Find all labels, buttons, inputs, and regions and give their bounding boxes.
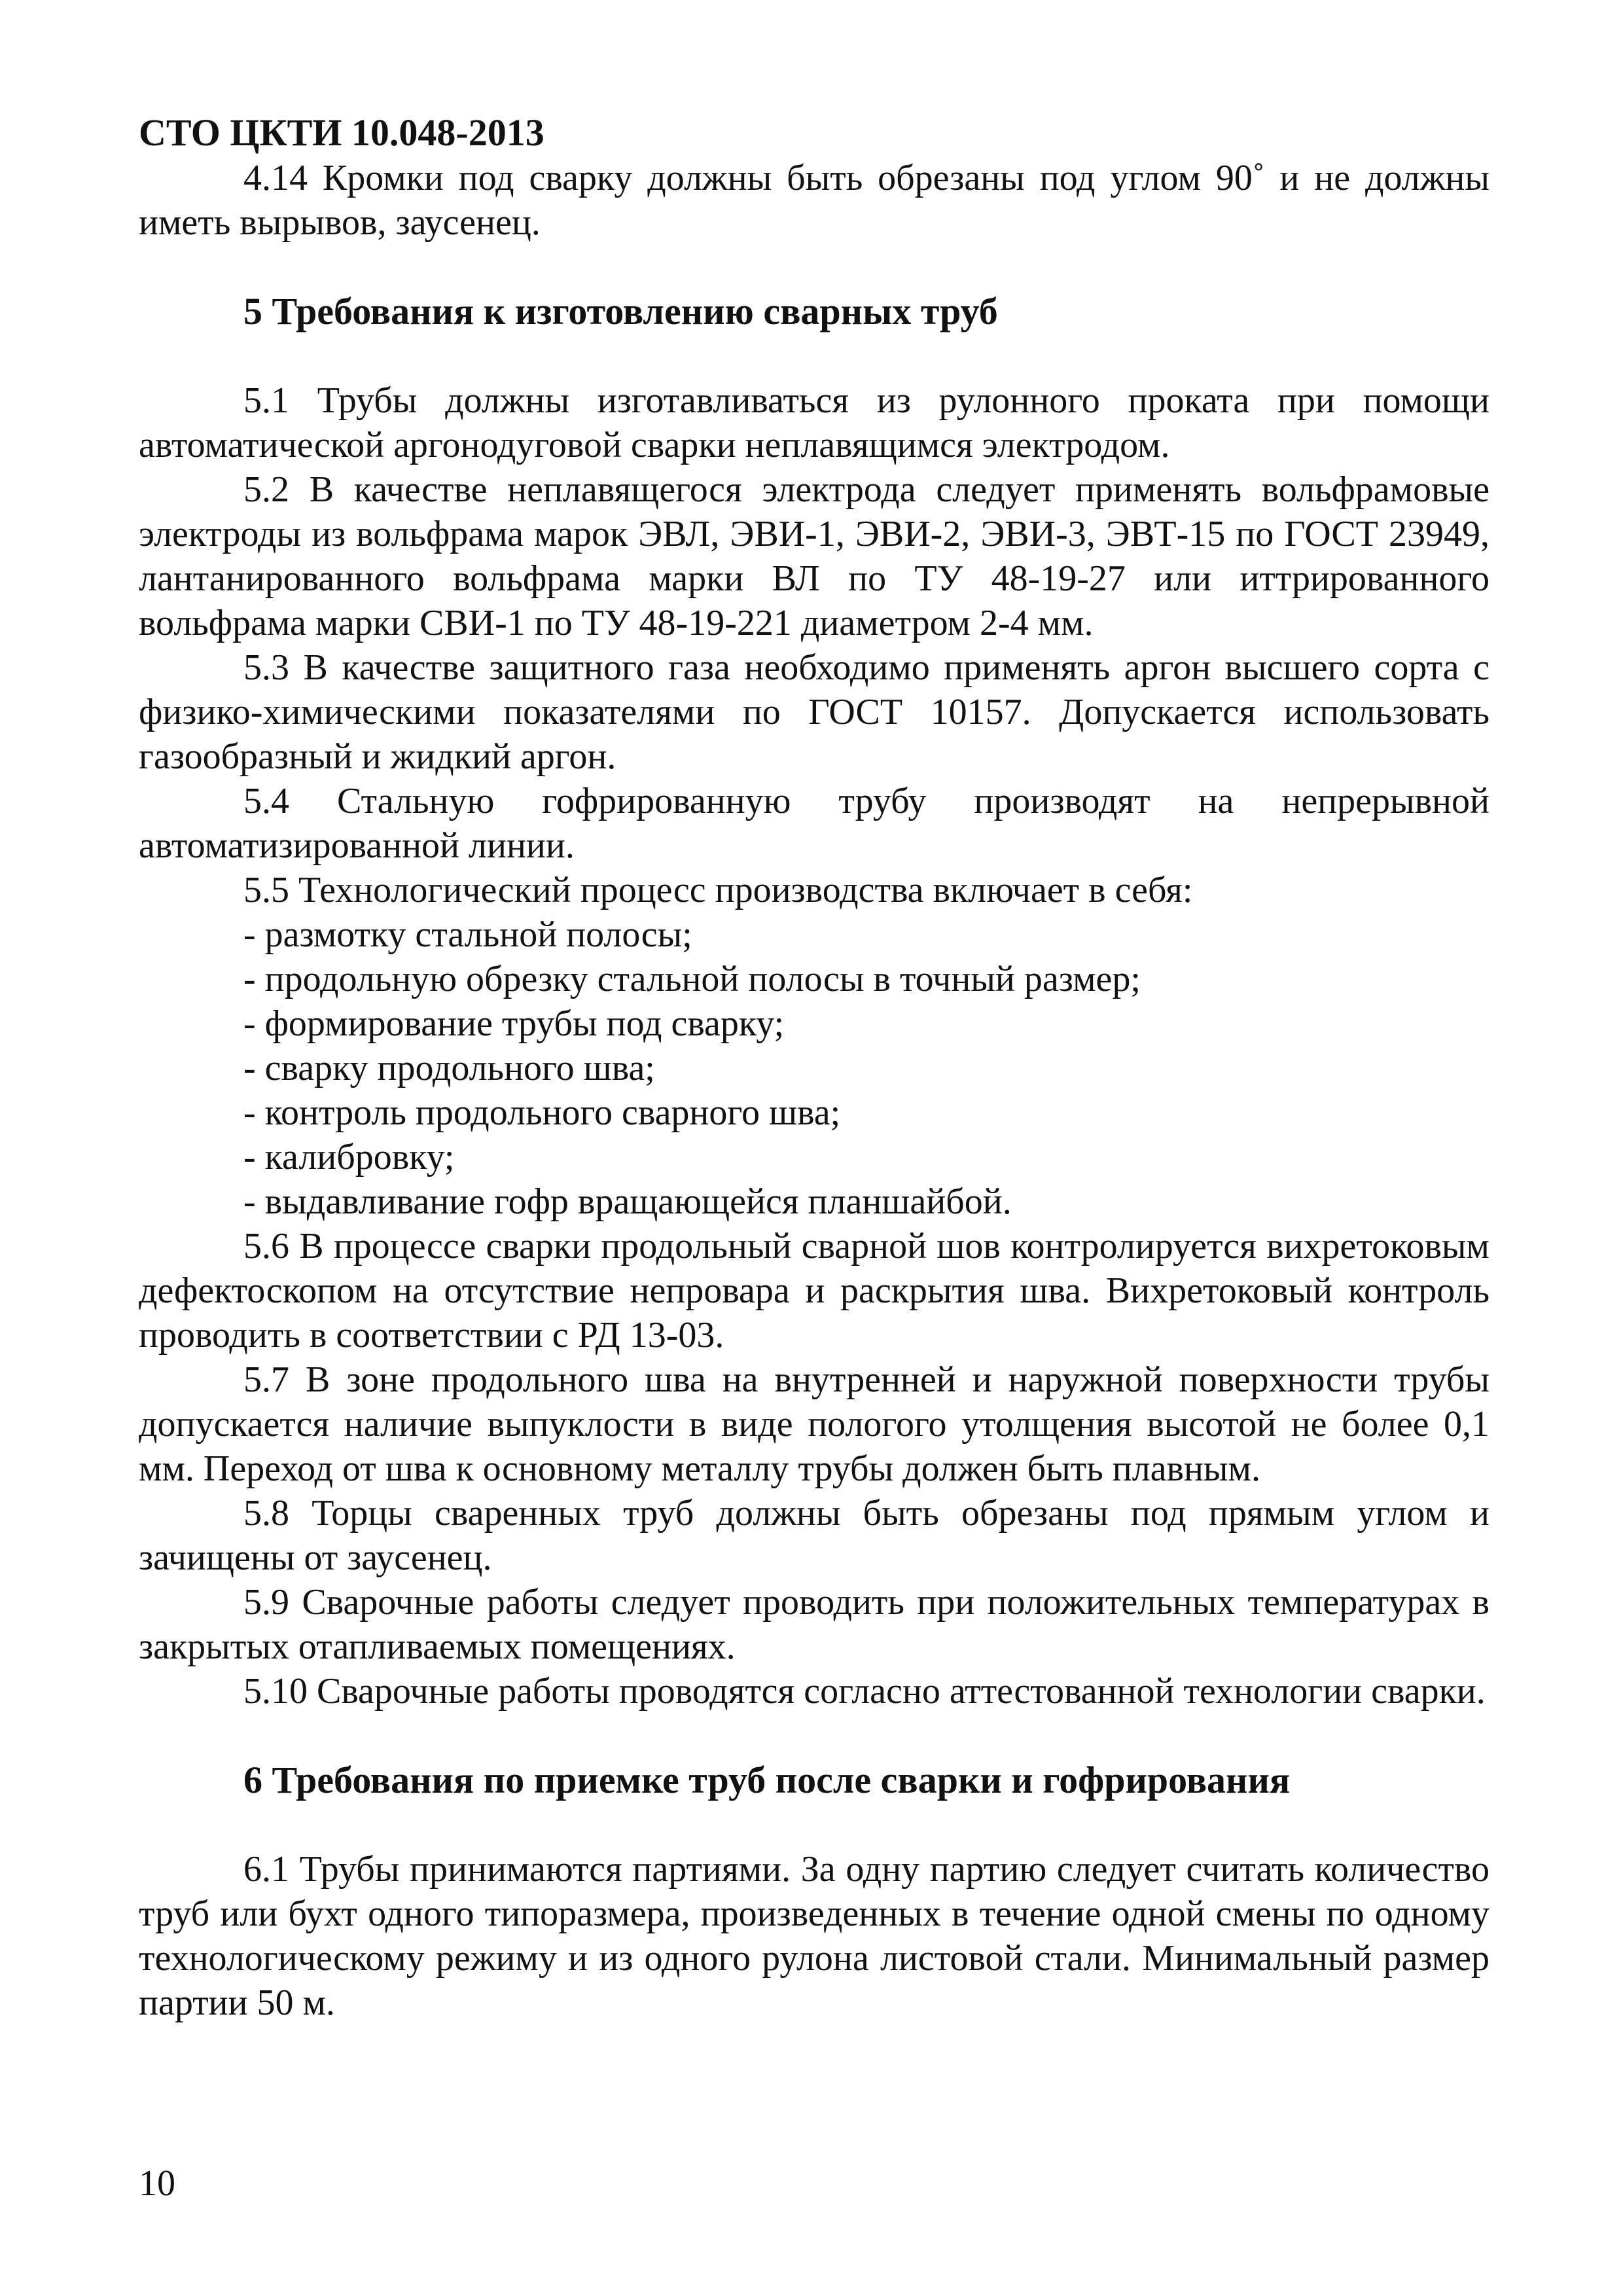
paragraph-5-3: 5.3 В качестве защитного газа необходимо применять аргон высшего сорта с физико-химическими показателями по ГОСТ 10157. Допускается использовать газообразный и жидкий аргон. [139, 647, 1489, 777]
paragraph-5-2: 5.2 В качестве неплавящегося электрода следует применять вольфрамовые электроды из вольфрама марок ЭВЛ, ЭВИ-1, ЭВИ-2, ЭВИ-3, ЭВТ-15 по ГОСТ 23949, лантанированного вольфрама марки ВЛ по ТУ 48-19-27 или иттрированного вольфрама марки СВИ-1 по ТУ 48-19-221 диаметром 2-4 мм. [139, 469, 1489, 643]
paragraph-5-4: 5.4 Стальную гофрированную трубу производят на непрерывной автоматизированной линии. [139, 781, 1489, 866]
paragraph-5-6: 5.6 В процессе сварки продольный сварной шов контролируется вихретоковым дефектоскопом на отсутствие непровара и раскрытия шва. Вихретоковый контроль проводить в соответствии с РД 13-03. [139, 1226, 1489, 1355]
list-item: - сварку продольного шва; [243, 1048, 655, 1088]
list-item: - контроль продольного сварного шва; [243, 1092, 841, 1133]
paragraph-5-5: 5.5 Технологический процесс производства включает в себя: [243, 870, 1193, 910]
section-5-heading: 5 Требования к изготовлению сварных труб [243, 290, 998, 332]
paragraph-5-7: 5.7 В зоне продольного шва на внутренней и наружной поверхности трубы допускается наличие выпуклости в виде пологого утолщения высотой не более 0,1 мм. Переход от шва к основному металлу трубы должен быть плавным. [139, 1359, 1489, 1489]
list-item: - формирование трубы под сварку; [243, 1003, 785, 1044]
section-6-heading: 6 Требования по приемке труб после сварки и гофрирования [243, 1759, 1291, 1801]
document-code-header: СТО ЦКТИ 10.048-2013 [139, 111, 544, 154]
list-item: - продольную обрезку стальной полосы в точный размер; [243, 959, 1141, 999]
paragraph-5-9: 5.9 Сварочные работы следует проводить при положительных температурах в закрытых отапливаемых помещениях. [139, 1582, 1489, 1667]
paragraph-5-1: 5.1 Трубы должны изготавливаться из рулонного проката при помощи автоматической аргонодуговой сварки неплавящимся электродом. [139, 380, 1489, 465]
paragraph-5-8: 5.8 Торцы сваренных труб должны быть обрезаны под прямым углом и зачищены от заусенец. [139, 1493, 1489, 1578]
list-item: - калибровку; [243, 1137, 455, 1177]
list-item: - выдавливание гофр вращающейся планшайбой. [243, 1181, 1012, 1222]
process-steps-list [139, 912, 1489, 1224]
paragraph-5-10: 5.10 Сварочные работы проводятся согласно аттестованной технологии сварки. [243, 1671, 1486, 1712]
list-item: - размотку стальной полосы; [243, 914, 692, 955]
page-number: 10 [139, 2163, 175, 2204]
page-body [139, 156, 1489, 2025]
paragraph-6-1: 6.1 Трубы принимаются партиями. За одну партию следует считать количество труб или бухт одного типоразмера, произведенных в течение одной смены по одному технологическому режиму и из одного рулона листовой стали. Минимальный размер партии 50 м. [139, 1849, 1489, 2023]
paragraph-4-14: 4.14 Кромки под сварку должны быть обрезаны под углом 90˚ и не должны иметь вырывов, заусенец. [139, 158, 1489, 243]
